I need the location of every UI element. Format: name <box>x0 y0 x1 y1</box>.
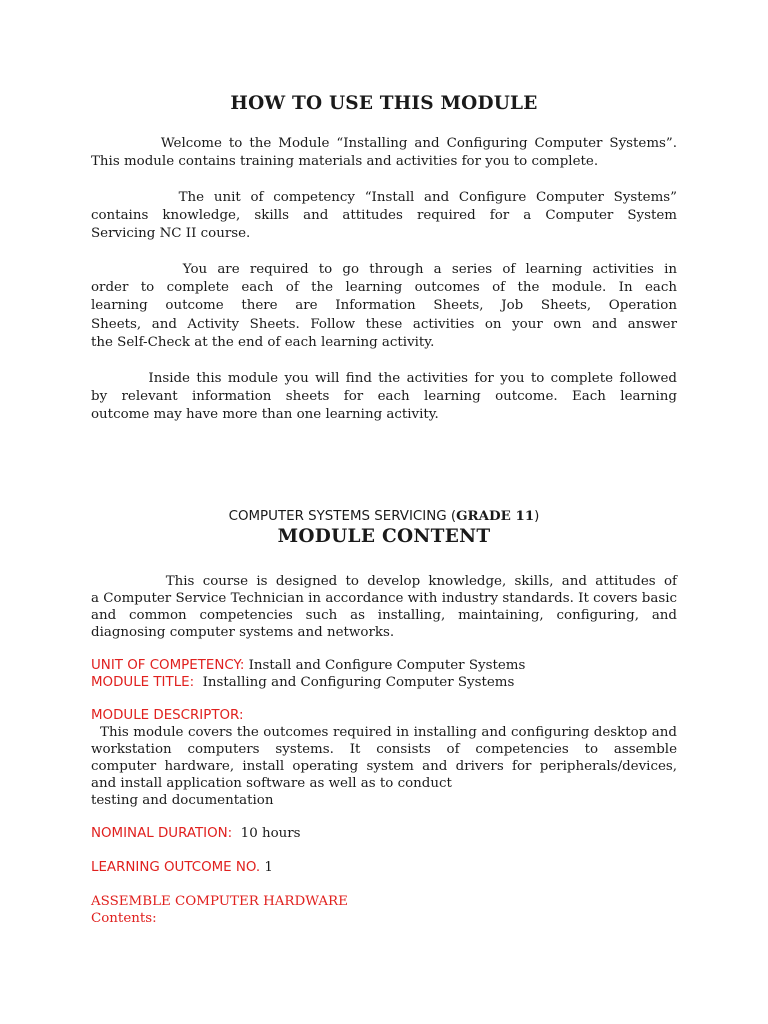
paragraph-line: computer hardware, install operating system and drivers for peripherals/devices, <box>91 759 677 774</box>
paragraph-line: Sheets, and Activity Sheets. Follow these activities on your own and answer <box>91 316 677 332</box>
grade-label: GRADE 11 <box>456 508 535 524</box>
paragraph-line: Welcome to the Module “Installing and Configuring Computer Systems”. <box>91 136 677 151</box>
paragraph-line: and install application software as well as to conduct <box>91 776 452 791</box>
paragraph-line: This module covers the outcomes required in installing and configuring desktop and <box>91 725 677 740</box>
subheading-suffix: ) <box>534 509 540 524</box>
field-value: 1 <box>260 860 273 875</box>
paragraph-line: learning outcome there are Information Sheets, Job Sheets, Operation <box>91 298 677 314</box>
paragraph-line: You are required to go through a series of learning activities in <box>91 262 677 277</box>
learning-outcome-field <box>91 859 677 876</box>
unit-paragraph <box>91 189 677 244</box>
welcome-paragraph <box>91 135 677 171</box>
paragraph-line: This module contains training materials and activities for you to complete. <box>91 154 599 170</box>
field-value: Install and Configure Computer Systems <box>244 658 526 673</box>
paragraph-line: testing and documentation <box>91 793 274 808</box>
course-intro-paragraph <box>91 573 677 641</box>
field-label: NOMINAL DURATION: <box>91 826 233 841</box>
field-label: MODULE DESCRIPTOR: <box>91 708 244 723</box>
module-content-title: MODULE CONTENT <box>277 526 491 547</box>
paragraph-line: workstation computers systems. It consists of competencies to assemble <box>91 742 677 757</box>
subheading-prefix: COMPUTER SYSTEMS SERVICING ( <box>228 509 457 524</box>
paragraph-line: by relevant information sheets for each learning outcome. Each learning <box>91 389 677 405</box>
field-label: LEARNING OUTCOME NO. <box>91 860 261 875</box>
nominal-duration-field <box>91 825 677 842</box>
learning-outcome-title: ASSEMBLE COMPUTER HARDWARE <box>91 894 348 909</box>
inside-module-paragraph <box>91 370 677 425</box>
module-title-field <box>91 674 677 691</box>
course-subheading <box>91 508 677 524</box>
field-value: 10 hours <box>232 826 301 841</box>
unit-of-competency-field <box>91 657 677 674</box>
paragraph-line: The unit of competency “Install and Configure Computer Systems” <box>91 190 677 205</box>
paragraph-line: Inside this module you will find the activities for you to complete followed <box>91 371 677 386</box>
activities-paragraph <box>91 261 677 352</box>
page-title: HOW TO USE THIS MODULE <box>230 93 538 114</box>
paragraph-line: a Computer Service Technician in accordance with industry standards. It covers basic <box>91 591 677 606</box>
module-descriptor-label <box>91 707 677 724</box>
paragraph-line: the Self-Check at the end of each learning activity. <box>91 334 435 350</box>
paragraph-line: and common competencies such as installing, maintaining, configuring, and <box>91 608 677 623</box>
field-value: Installing and Configuring Computer Systems <box>194 675 515 690</box>
paragraph-line: outcome may have more than one learning activity. <box>91 407 439 423</box>
field-label: UNIT OF COMPETENCY: <box>91 658 245 673</box>
paragraph-line: Servicing NC II course. <box>91 226 251 242</box>
module-descriptor-text <box>91 724 677 809</box>
paragraph-line: This course is designed to develop knowledge, skills, and attitudes of <box>91 574 677 589</box>
paragraph-line: contains knowledge, skills and attitudes required for a Computer System <box>91 208 677 224</box>
field-label: MODULE TITLE: <box>91 675 195 690</box>
contents-label: Contents: <box>91 911 157 926</box>
paragraph-line: order to complete each of the learning outcomes of the module. In each <box>91 280 677 296</box>
paragraph-line: diagnosing computer systems and networks. <box>91 625 395 640</box>
